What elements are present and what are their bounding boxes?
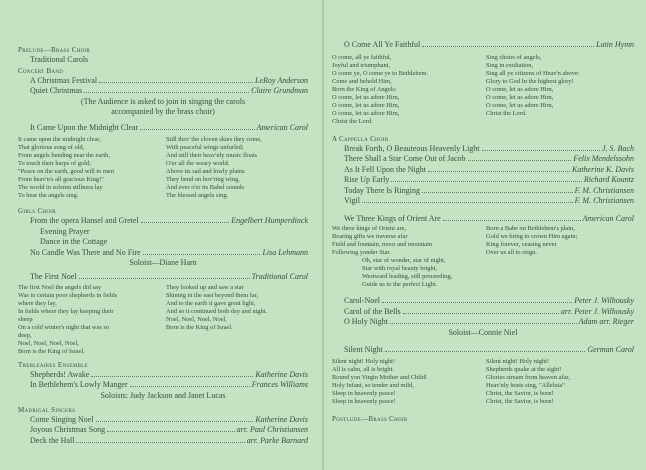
section-girls-choir: Girls Choir <box>18 207 56 215</box>
verse-2: Born a Babe on Bethlehem's plain, Gold we bring to crown Him again; King forever, ceasing never Over us all to reign. <box>486 225 578 256</box>
section-postlude: Postlude—Brass Choir <box>332 415 408 423</box>
program-item: Joyous Christmas Song arr. Paul Christiansen <box>30 425 308 434</box>
section-madrigal: Madrigal Singers <box>18 405 76 414</box>
program-item: From the opera Hansel and Gretel Engelbert Humperdinck <box>30 216 308 225</box>
carol-lyrics <box>332 225 634 257</box>
soloist: Soloist—Connie Niel <box>448 327 518 337</box>
program-item: Dance in the Cottage <box>40 237 108 246</box>
carol-lyrics <box>18 284 308 356</box>
verse-2: Still thro' the cloven skies they come, With peaceful wings unfurled; And still their heav'nly music floats O'er all the weary world. Above its sad and lowly plains They bend on hov'ring wing, And ever o'er its Babel sounds The blessed angels sing. <box>166 136 262 199</box>
section-concert-band: Concert Band <box>18 66 64 75</box>
section-a-cappella: A Cappella Choir <box>332 134 389 143</box>
carol-heading: Silent Night German Carol <box>344 344 634 354</box>
program-item: Quiet Christmas Claire Grundman <box>30 86 308 95</box>
carol-lyrics <box>332 54 634 126</box>
right-page <box>324 0 646 470</box>
verse-1: We three kings of Orient are, Bearing gifts we traverse afar Field and fountain, moor and mountain Following yonder Star. <box>332 225 433 256</box>
carol-heading: O Come All Ye Faithful Latin Hymn <box>344 40 634 49</box>
program-item: Evening Prayer <box>40 226 90 236</box>
program-item: O Holy Night Adam arr. Rieger <box>344 317 634 326</box>
verse-1: Silent night! Holy night! All is calm, all is bright. Round yon Virgin Mother and Child! Holy Infant, so tender and mild, Sleep in heavenly peace! Sleep in heavenly peace! <box>332 358 428 405</box>
program-item: Carol of the Bells arr. Peter J. Wilhousky <box>344 306 634 316</box>
carol-heading: The First Noel Traditional Carol <box>30 272 308 281</box>
left-page <box>0 0 322 470</box>
carol-lyrics <box>332 358 634 406</box>
program-item: Today There Is Ringing F. M. Christiansen <box>344 185 634 195</box>
program-item: In Bethlehem's Lowly Manger Frances Williams <box>30 380 308 389</box>
soloist: Soloists: Judy Jackson and Janet Lucas <box>100 390 226 400</box>
program-item: Deck the Hall arr. Parke Barnard <box>30 435 308 445</box>
program-item: A Christmas Festival LeRoy Anderson <box>30 75 308 85</box>
carol-heading: We Three Kings of Orient Are American Carol <box>344 213 634 223</box>
verse-1: It came upon the midnight clear, That glorious song of old, From angels bending near the earth, To touch their harps of gold; "Peace on the earth, good will to men From heav'n's all gracious King!" The world in solemn stillness lay To hear the angels sing. <box>18 136 114 199</box>
verse-1: The first Noel the angels did say Was to certain poor shepherds in fields where they lay, In fields where they lay keeping their sheep On a cold winter's night that was so deep, Noel, Noel, Noel, Noel, Born is the King of Israel. <box>18 283 118 355</box>
verse-1: O come, all ye faithful, Joyful and triumphant, O come ye, O come ye to Bethlehem. Come and behold Him, Born the King of Angels: O come, let us adore Him, O come, let us adore Him, O come, let us adore Him, Christ the Lord. <box>332 53 429 125</box>
program-item: Break Forth, O Beauteous Heavenly Light J. S. Bach <box>344 143 634 153</box>
program-item: Shepherds! Awake Katherine Davis <box>30 369 308 379</box>
carol-lyrics <box>18 136 308 200</box>
section-trebleaires: Trebleaires Ensemble <box>18 360 88 369</box>
refrain: Oh, star of wonder, star of night, Star with royal beauty bright, Westward leading, still proceeding, Guide us to the perfect Light. <box>362 257 453 288</box>
audience-note: accompanied by the brass choir) <box>111 106 215 116</box>
carol-heading: It Came Upon the Midnight Clear American Carol <box>30 122 308 132</box>
program-item: Carol-Noel Peter J. Wilhousky <box>344 296 634 305</box>
section-prelude: Prelude—Brass Choir <box>18 46 91 54</box>
program-item: Come Singing Noel Katherine Davis <box>30 414 308 424</box>
program-item: As It Fell Upon the Night Katherine K. Davis <box>344 164 634 174</box>
verse-2: Sing choirs of angels, Sing in exultation, Sing all ye citizens of Heav'n above: Glory to God In the highest glory! O come, let us adore Him, O come, let us adore Him, O come, let us adore Him, Christ the Lord. <box>486 53 580 117</box>
program-item: No Candle Was There and No Fire Lisa Lehmann <box>30 247 308 257</box>
program-item: Vigil F. M. Christiansen <box>344 196 634 205</box>
audience-note: (The Audience is asked to join in singing the carols <box>80 96 246 106</box>
program-item: There Shall a Star Come Out of Jacob Felix Mendelssohn <box>344 154 634 163</box>
program-item: Rise Up Early Richard Kountz <box>344 175 634 184</box>
soloist: Soloist—Diane Harn <box>129 258 197 267</box>
verse-2: Silent night! Holy night! Shepherds quake at the sight! Glories stream from heaven afar, Heav'nly hosts sing, "Alleluia" Christ, the Savior, is born! Christ, the Savior, is born! <box>486 358 571 405</box>
program-item: Traditional Carols <box>30 55 89 64</box>
verse-2: They looked up and saw a star Shining in the east beyond them far, And to the earth it gave great light, And so it continued both day and night. Noel, Noel, Noel, Noel, Born is the King of Israel. <box>166 283 268 331</box>
